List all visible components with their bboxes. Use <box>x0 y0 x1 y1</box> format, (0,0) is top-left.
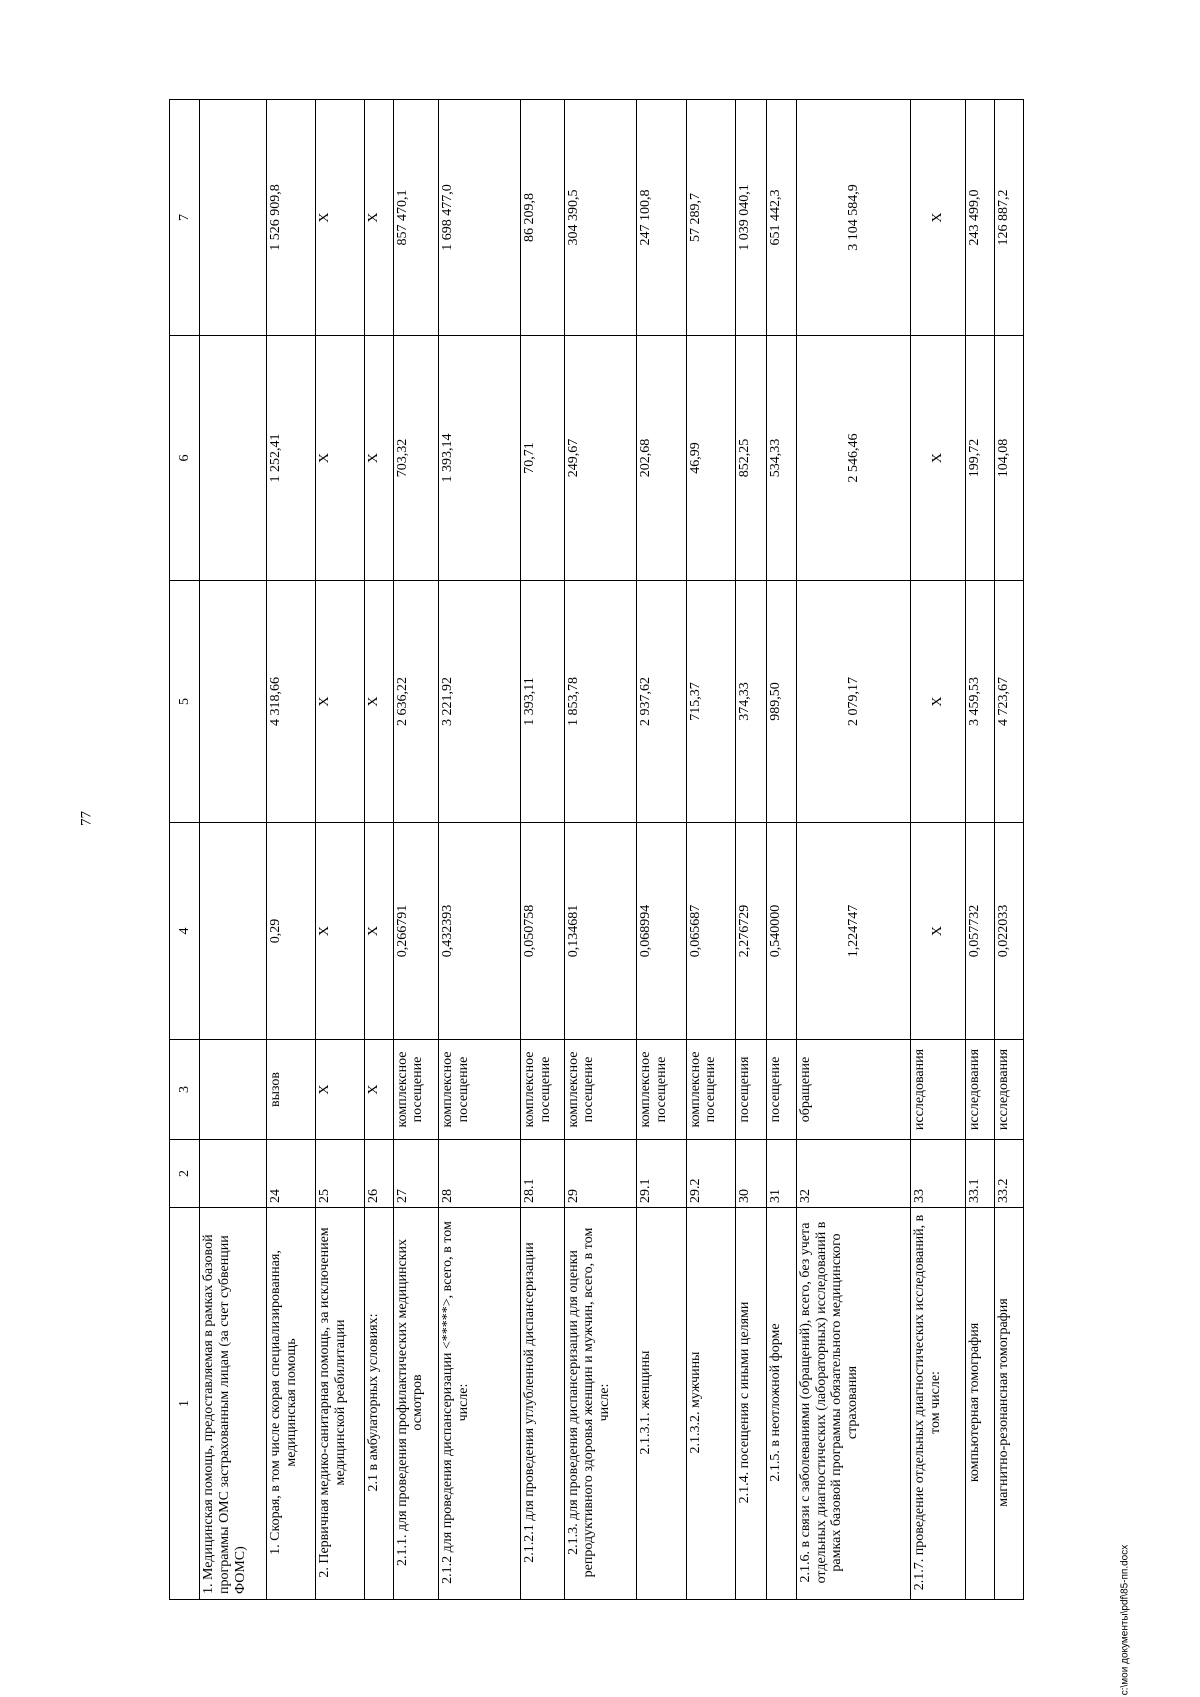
footer-file-path <box>1119 1544 1133 1696</box>
table-header-row <box>170 100 200 1600</box>
table-row <box>564 100 636 1600</box>
row-number: 31 <box>766 1140 796 1208</box>
value-cell: 126 887,2 <box>994 100 1023 336</box>
row-number: 28 <box>439 1140 521 1208</box>
row-number: 29.2 <box>686 1140 736 1208</box>
header-cell: 2 <box>170 1140 200 1208</box>
value-cell: 715,37 <box>686 581 736 823</box>
row-label: 1. Медицинская помощь, предоставляемая в рамках базовой программы ОМС застрахованным лицам (за счет субвенции ФОМС) <box>200 1208 267 1600</box>
value-cell <box>200 581 267 823</box>
header-cell: 4 <box>170 823 200 1040</box>
table-row <box>686 100 736 1600</box>
unit-cell: Х <box>364 1040 393 1140</box>
value-cell: 0,057732 <box>965 823 994 1040</box>
header-cell: 7 <box>170 100 200 336</box>
value-cell: Х <box>315 823 364 1040</box>
row-label: 2.1.4. посещения с иными целями <box>736 1208 766 1600</box>
value-cell: 70,71 <box>521 336 564 581</box>
value-cell: 243 499,0 <box>965 100 994 336</box>
table-row <box>267 100 316 1600</box>
header-cell: 3 <box>170 1040 200 1140</box>
value-cell: 2 546,46 <box>796 336 911 581</box>
unit-cell: посещения <box>736 1040 766 1140</box>
value-cell: 247 100,8 <box>636 100 686 336</box>
value-cell: 1 853,78 <box>564 581 636 823</box>
unit-cell: обращение <box>796 1040 911 1140</box>
header-cell: 6 <box>170 336 200 581</box>
table-row <box>200 100 267 1600</box>
value-cell: 0,432393 <box>439 823 521 1040</box>
table-row <box>736 100 766 1600</box>
table-row <box>994 100 1023 1600</box>
unit-cell: комплексное посещение <box>636 1040 686 1140</box>
value-cell: 3 459,53 <box>965 581 994 823</box>
row-number: 29.1 <box>636 1140 686 1208</box>
value-cell <box>200 100 267 336</box>
value-cell: 534,33 <box>766 336 796 581</box>
row-label: 2.1.3.2. мужчины <box>686 1208 736 1600</box>
row-label: 2.1 в амбулаторных условиях: <box>364 1208 393 1600</box>
value-cell: 2 937,62 <box>636 581 686 823</box>
row-number: 32 <box>796 1140 911 1208</box>
value-cell: 374,33 <box>736 581 766 823</box>
table-row <box>364 100 393 1600</box>
value-cell: 4 318,66 <box>267 581 316 823</box>
value-cell: 3 221,92 <box>439 581 521 823</box>
value-cell: 0,065687 <box>686 823 736 1040</box>
value-cell: 86 209,8 <box>521 100 564 336</box>
unit-cell: исследования <box>994 1040 1023 1140</box>
value-cell: 0,266791 <box>393 823 438 1040</box>
value-cell: Х <box>315 100 364 336</box>
value-cell: Х <box>315 336 364 581</box>
value-cell: 0,134681 <box>564 823 636 1040</box>
row-label: 2. Первичная медико-санитарная помощь, за исключением медицинской реабилитации <box>315 1208 364 1600</box>
value-cell: 0,022033 <box>994 823 1023 1040</box>
table-row <box>965 100 994 1600</box>
value-cell: 1 252,41 <box>267 336 316 581</box>
value-cell: 3 104 584,9 <box>796 100 911 336</box>
value-cell: Х <box>364 823 393 1040</box>
header-cell: 1 <box>170 1208 200 1600</box>
unit-cell: исследования <box>911 1040 965 1140</box>
table-row <box>766 100 796 1600</box>
value-cell: Х <box>911 100 965 336</box>
unit-cell: комплексное посещение <box>686 1040 736 1140</box>
row-number: 30 <box>736 1140 766 1208</box>
unit-cell: Х <box>315 1040 364 1140</box>
unit-cell: исследования <box>965 1040 994 1140</box>
row-label: 2.1.6. в связи с заболеваниями (обращений), всего, без учета отдельных диагностических (лабораторных) исследований в рамках базовой программы обязательного медицинского страхования <box>796 1208 911 1600</box>
value-cell: 202,68 <box>636 336 686 581</box>
value-cell: Х <box>364 336 393 581</box>
row-label: 2.1.3.1. женщины <box>636 1208 686 1600</box>
statistics-table <box>169 99 1024 1600</box>
unit-cell: посещение <box>766 1040 796 1140</box>
row-number: 26 <box>364 1140 393 1208</box>
value-cell: 249,67 <box>564 336 636 581</box>
value-cell: 2,276729 <box>736 823 766 1040</box>
table-row <box>911 100 965 1600</box>
table-row <box>393 100 438 1600</box>
value-cell: 857 470,1 <box>393 100 438 336</box>
unit-cell: комплексное посещение <box>564 1040 636 1140</box>
row-label: 2.1.5. в неотложной форме <box>766 1208 796 1600</box>
row-label: 2.1.1. для проведения профилактических медицинских осмотров <box>393 1208 438 1600</box>
value-cell: 304 390,5 <box>564 100 636 336</box>
value-cell: Х <box>911 336 965 581</box>
row-number: 29 <box>564 1140 636 1208</box>
value-cell: 0,068994 <box>636 823 686 1040</box>
unit-cell: комплексное посещение <box>393 1040 438 1140</box>
row-number: 33.1 <box>965 1140 994 1208</box>
value-cell: 0,29 <box>267 823 316 1040</box>
value-cell: 1 698 477,0 <box>439 100 521 336</box>
unit-cell <box>200 1040 267 1140</box>
unit-cell: вызов <box>267 1040 316 1140</box>
table-row <box>521 100 564 1600</box>
value-cell: 0,540000 <box>766 823 796 1040</box>
value-cell: 4 723,67 <box>994 581 1023 823</box>
table-row <box>636 100 686 1600</box>
row-label: компьютерная томография <box>965 1208 994 1600</box>
table-row <box>796 100 911 1600</box>
table-row <box>315 100 364 1600</box>
value-cell <box>200 336 267 581</box>
row-number: 25 <box>315 1140 364 1208</box>
row-number: 33.2 <box>994 1140 1023 1208</box>
row-number: 28.1 <box>521 1140 564 1208</box>
row-number <box>200 1140 267 1208</box>
row-number: 33 <box>911 1140 965 1208</box>
header-cell: 5 <box>170 581 200 823</box>
value-cell: Х <box>911 823 965 1040</box>
footer-file-path-text: c:\мои документы\pdf\85-пп.docx <box>1119 1544 1131 1696</box>
value-cell <box>200 823 267 1040</box>
value-cell: 104,08 <box>994 336 1023 581</box>
row-label: 2.1.2.1 для проведения углубленной диспансеризации <box>521 1208 564 1600</box>
value-cell: 1 393,14 <box>439 336 521 581</box>
value-cell: Х <box>364 100 393 336</box>
value-cell: 2 636,22 <box>393 581 438 823</box>
value-cell: 2 079,17 <box>796 581 911 823</box>
row-number: 24 <box>267 1140 316 1208</box>
row-label: 2.1.7. проведение отдельных диагностических исследований, в том числе: <box>911 1208 965 1600</box>
row-label: 2.1.3. для проведения диспансеризации для оценки репродуктивного здоровья женщин и мужчин, всего, в том числе: <box>564 1208 636 1600</box>
page-number: 77 <box>78 811 95 826</box>
value-cell: Х <box>315 581 364 823</box>
value-cell: 1 526 909,8 <box>267 100 316 336</box>
value-cell: 651 442,3 <box>766 100 796 336</box>
value-cell: 0,050758 <box>521 823 564 1040</box>
value-cell: 1,224747 <box>796 823 911 1040</box>
value-cell: Х <box>364 581 393 823</box>
value-cell: 703,32 <box>393 336 438 581</box>
value-cell: 199,72 <box>965 336 994 581</box>
rotated-table-container <box>169 100 1024 1600</box>
value-cell: Х <box>911 581 965 823</box>
row-label: магнитно-резонансная томография <box>994 1208 1023 1600</box>
row-label: 1. Скорая, в том числе скорая специализированная, медицинская помощь <box>267 1208 316 1600</box>
value-cell: 1 039 040,1 <box>736 100 766 336</box>
unit-cell: комплексное посещение <box>521 1040 564 1140</box>
value-cell: 989,50 <box>766 581 796 823</box>
row-number: 27 <box>393 1140 438 1208</box>
value-cell: 852,25 <box>736 336 766 581</box>
value-cell: 1 393,11 <box>521 581 564 823</box>
table-row <box>439 100 521 1600</box>
unit-cell: комплексное посещение <box>439 1040 521 1140</box>
value-cell: 57 289,7 <box>686 100 736 336</box>
row-label: 2.1.2 для проведения диспансеризации <*****>, всего, в том числе: <box>439 1208 521 1600</box>
value-cell: 46,99 <box>686 336 736 581</box>
